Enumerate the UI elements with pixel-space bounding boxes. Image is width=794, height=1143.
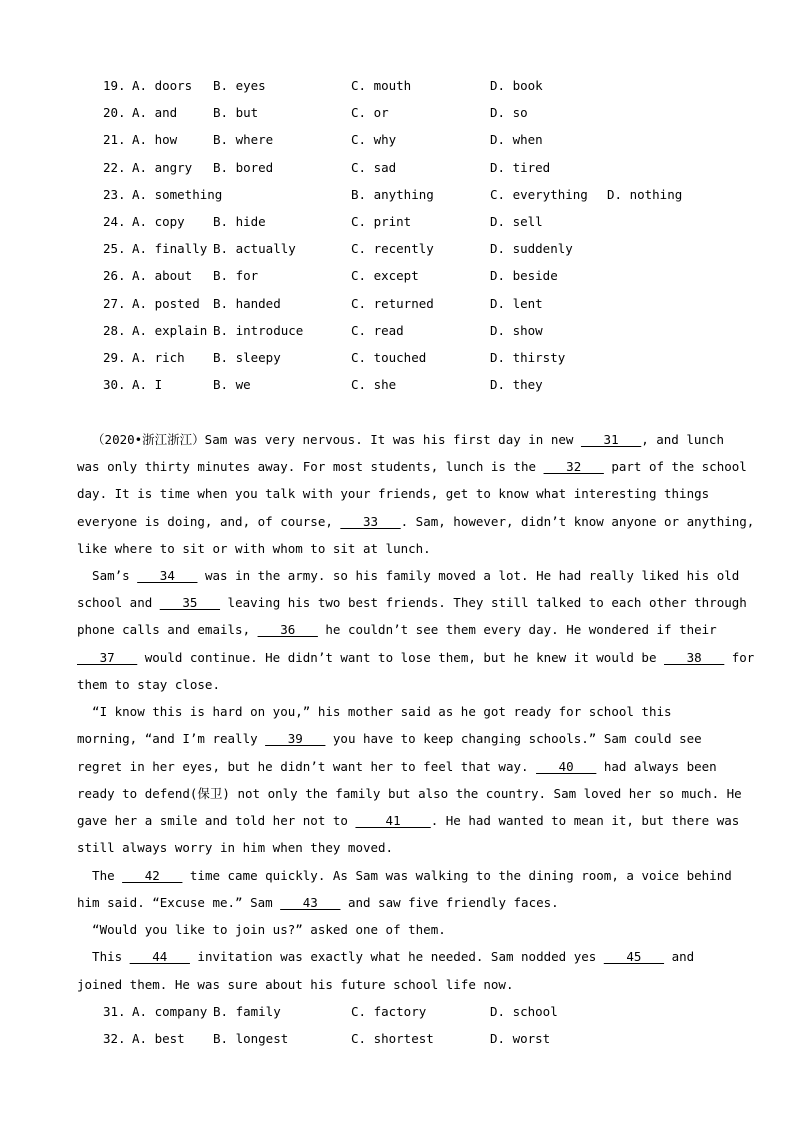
blank-43: ___43___ (280, 895, 341, 910)
option-a: A. angry (132, 160, 193, 175)
option-b: B. introduce (213, 323, 304, 338)
option-c: C. except (351, 268, 419, 283)
passage-line: ready to defend(保卫) not only the family but also the country. Sam loved her so much. He (77, 786, 742, 801)
blank-38: ___38___ (664, 650, 725, 665)
option-c: C. mouth (351, 78, 412, 93)
option-a: A. rich (132, 350, 185, 365)
option-b: B. where (213, 132, 274, 147)
option-c: C. factory (351, 1004, 427, 1019)
blank-33: ___33___ (340, 514, 401, 529)
blank-44: ___44___ (129, 949, 190, 964)
option-b: B. bored (213, 160, 274, 175)
passage-line: This ___44___ invitation was exactly what he needed. Sam nodded yes ___45___ and (77, 949, 695, 964)
question-number: 27. (103, 296, 126, 311)
blank-31: ___31___ (580, 432, 642, 447)
blank-40: ___40___ (536, 759, 597, 774)
passage-line: them to stay close. (77, 677, 220, 692)
option-c: C. touched (351, 350, 427, 365)
option-c: C. why (351, 132, 397, 147)
option-d: D. so (490, 105, 528, 120)
blank-45: ___45___ (603, 949, 665, 964)
option-d: D. lent (490, 296, 543, 311)
option-a: A. how (132, 132, 178, 147)
passage-line: school and ___35___ leaving his two best friends. They still talked to each other through (77, 595, 747, 610)
option-c: C. sad (351, 160, 397, 175)
passage-line: gave her a smile and told her not to ____41____. He had wanted to mean it, but there was (77, 813, 740, 828)
option-a: A. company (132, 1004, 208, 1019)
option-c: C. read (351, 323, 404, 338)
option-c: C. shortest (351, 1031, 434, 1046)
blank-41: ____41____ (355, 813, 431, 828)
option-a: A. and (132, 105, 178, 120)
blank-37: ___37___ (77, 650, 138, 665)
option-b: B. handed (213, 296, 281, 311)
option-d: D. they (490, 377, 543, 392)
passage-line: （2020•浙江浙江）Sam was very nervous. It was his first day in new ___31___, and lunch (77, 432, 724, 447)
passage-line: like where to sit or with whom to sit at lunch. (77, 541, 431, 556)
question-number: 21. (103, 132, 126, 147)
question-number: 26. (103, 268, 126, 283)
question-number: 28. (103, 323, 126, 338)
option-a: A. posted (132, 296, 200, 311)
option-d: D. thirsty (490, 350, 566, 365)
option-c: C. everything (490, 187, 588, 202)
option-c: C. print (351, 214, 412, 229)
passage-line: Sam’s ___34___ was in the army. so his family moved a lot. He had really liked his old (77, 568, 740, 583)
question-32 (103, 1031, 551, 1143)
passage-line: “Would you like to join us?” asked one of them. (77, 922, 446, 937)
question-number: 30. (103, 377, 126, 392)
passage-line: joined them. He was sure about his future school life now. (77, 977, 514, 992)
option-a: A. finally (132, 241, 208, 256)
passage-line: him said. “Excuse me.” Sam ___43___ and saw five friendly faces. (77, 895, 559, 910)
option-b: B. but (213, 105, 259, 120)
option-d: D. tired (490, 160, 551, 175)
option-b: B. actually (213, 241, 296, 256)
passage-line: was only thirty minutes away. For most students, lunch is the ___32___ part of the school (77, 459, 747, 474)
option-b: B. hide (213, 214, 266, 229)
passage-line: phone calls and emails, ___36___ he couldn’t see them every day. He wondered if their (77, 622, 717, 637)
question-number: 32. (103, 1031, 126, 1046)
option-d: D. school (490, 1004, 558, 1019)
blank-35: ___35___ (159, 595, 221, 610)
option-d: D. show (490, 323, 543, 338)
question-number: 29. (103, 350, 126, 365)
option-b: B. family (213, 1004, 281, 1019)
option-b: B. eyes (213, 78, 266, 93)
blank-32: ___32___ (543, 459, 604, 474)
option-d: D. beside (490, 268, 558, 283)
passage-line: everyone is doing, and, of course, ___33___. Sam, however, didn’t know anyone or anything, (77, 514, 755, 529)
passage-line: regret in her eyes, but he didn’t want her to feel that way. ___40___ had always been (77, 759, 717, 774)
question-number: 23. (103, 187, 126, 202)
option-c: C. returned (351, 296, 434, 311)
option-b: B. longest (213, 1031, 289, 1046)
option-d: D. nothing (607, 187, 683, 202)
blank-34: ___34___ (137, 568, 198, 583)
option-a: A. I (132, 377, 163, 392)
option-a: A. doors (132, 78, 193, 93)
option-c: C. or (351, 105, 389, 120)
question-number: 25. (103, 241, 126, 256)
option-a: A. explain (132, 323, 208, 338)
option-c: C. recently (351, 241, 434, 256)
option-b: B. we (213, 377, 251, 392)
question-number: 24. (103, 214, 126, 229)
option-d: D. book (490, 78, 543, 93)
option-b: B. anything (351, 187, 434, 202)
option-d: D. suddenly (490, 241, 573, 256)
option-a: A. something (132, 187, 223, 202)
blank-42: ___42___ (122, 868, 183, 883)
passage-line: still always worry in him when they moved. (77, 840, 394, 855)
option-d: D. sell (490, 214, 543, 229)
option-a: A. about (132, 268, 193, 283)
question-number: 22. (103, 160, 126, 175)
passage-line: morning, “and I’m really ___39___ you have to keep changing schools.” Sam could see (77, 731, 702, 746)
option-a: A. copy (132, 214, 185, 229)
option-d: D. when (490, 132, 543, 147)
question-number: 20. (103, 105, 126, 120)
option-b: B. for (213, 268, 259, 283)
option-c: C. she (351, 377, 397, 392)
option-d: D. worst (490, 1031, 551, 1046)
question-number: 19. (103, 78, 126, 93)
passage-line: ___37___ would continue. He didn’t want to lose them, but he knew it would be ___38___ for (77, 650, 755, 665)
option-b: B. sleepy (213, 350, 281, 365)
question-number: 31. (103, 1004, 126, 1019)
option-a: A. best (132, 1031, 185, 1046)
passage-line: The ___42___ time came quickly. As Sam was walking to the dining room, a voice behind (77, 868, 732, 883)
passage-line: “I know this is hard on you,” his mother said as he got ready for school this (77, 704, 672, 719)
blank-36: ___36___ (257, 622, 318, 637)
passage-line: day. It is time when you talk with your friends, get to know what interesting things (77, 486, 710, 501)
blank-39: ___39___ (265, 731, 326, 746)
